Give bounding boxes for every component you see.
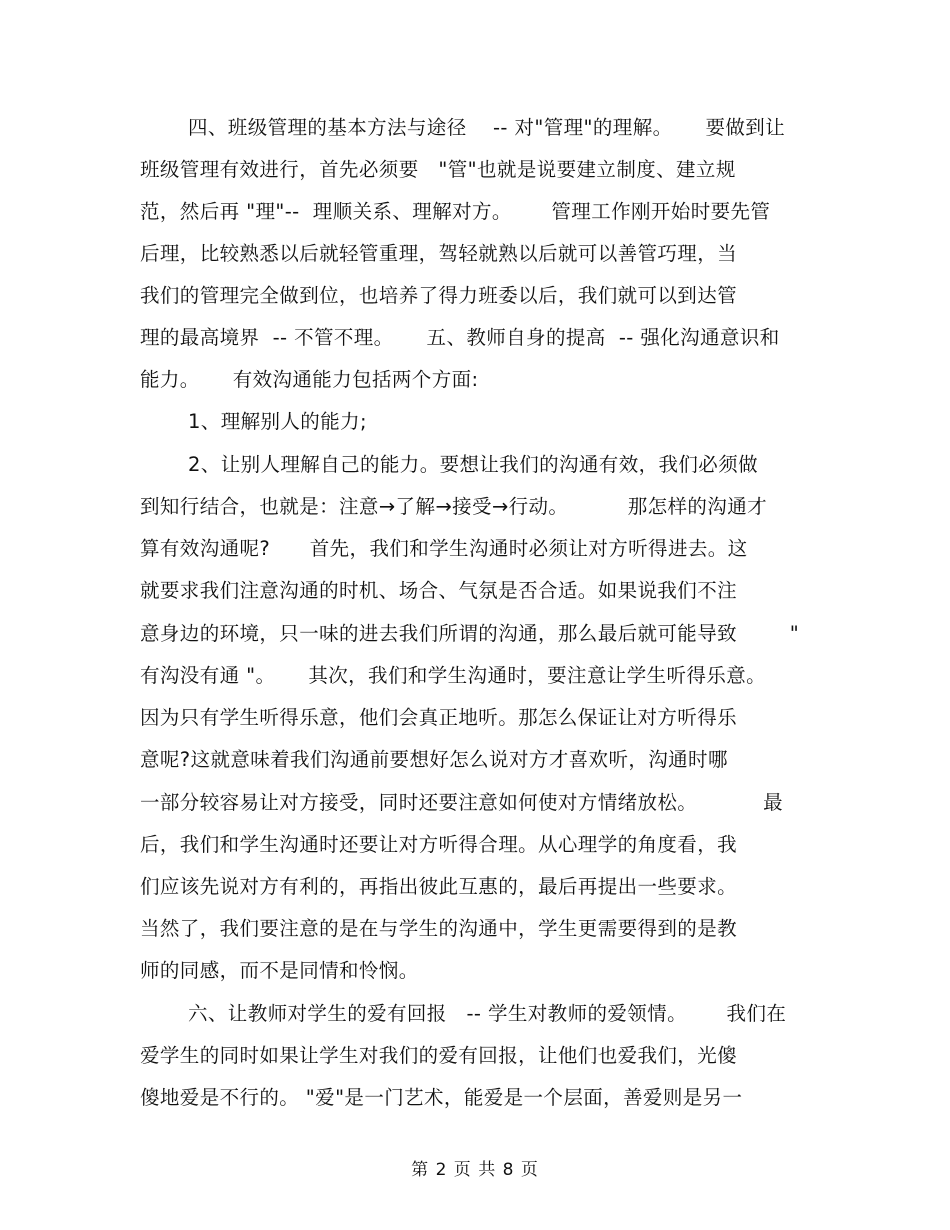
text-line: 四、班级管理的基本方法与途径 -- 对"管理"的理解。 要做到让 [188,116,786,139]
text-line: 后理，比较熟悉以后就轻管重理，驾轻就熟以后就可以善管巧理，当 [140,242,738,265]
page-footer: 第 2 页 共 8 页 [411,1160,539,1180]
text-line: 有沟没有通 "。 其次，我们和学生沟通时，要注意让学生听得乐意。 [140,664,767,687]
text-line: 理的最高境界 -- 不管不理。 五、教师自身的提高 -- 强化沟通意识和 [140,326,780,349]
text-line: 范，然后再 "理"-- 理顺关系、理解对方。 管理工作刚开始时要先管 [140,200,771,223]
text-line: 因为只有学生听得乐意，他们会真正地听。那怎么保证让对方听得乐 [140,706,738,729]
text-line: 当然了，我们要注意的是在与学生的沟通中，学生更需要得到的是教 [140,917,738,940]
text-line: 算有效沟通呢? 首先，我们和学生沟通时必须让对方听得进去。这 [140,537,748,560]
text-line: 就要求我们注意沟通的时机、场合、气氛是否合适。如果说我们不注 [140,579,738,602]
text-line: 2、让别人理解自己的能力。要想让我们的沟通有效，我们必须做 [188,453,759,476]
text-line: 六、让教师对学生的爱有回报 -- 学生对教师的爱领情。 我们在 [188,1002,787,1025]
text-line: 后，我们和学生沟通时还要让对方听得合理。从心理学的角度看，我 [140,833,738,856]
text-line: 意呢?这就意味着我们沟通前要想好怎么说对方才喜欢听，沟通时哪 [140,748,728,771]
text-line: 意身边的环境，只一味的进去我们所谓的沟通，那么最后就可能导致 " [140,622,800,645]
text-line: 1、理解别人的能力; [188,410,367,433]
text-line: 傻地爱是不行的。 "爱"是一门艺术，能爱是一个层面，善爱则是另一 [140,1086,743,1109]
text-line: 一部分较容易让对方接受，同时还要注意如何使对方情绪放松。 最 [140,791,784,814]
text-line: 班级管理有效进行，首先必须要 "管"也就是说要建立制度、建立规 [140,158,736,181]
text-line: 爱学生的同时如果让学生对我们的爱有回报，让他们也爱我们，光傻 [140,1044,738,1067]
text-line: 们应该先说对方有利的，再指出彼此互惠的，最后再提出一些要求。 [140,875,738,898]
text-line: 我们的管理完全做到位，也培养了得力班委以后，我们就可以到达管 [140,284,738,307]
text-line: 师的同感，而不是同情和怜悯。 [140,959,419,982]
text-line: 到知行结合，也就是：注意→了解→接受→行动。 那怎样的沟通才 [140,495,768,518]
text-line: 能力。 有效沟通能力包括两个方面: [140,368,479,391]
